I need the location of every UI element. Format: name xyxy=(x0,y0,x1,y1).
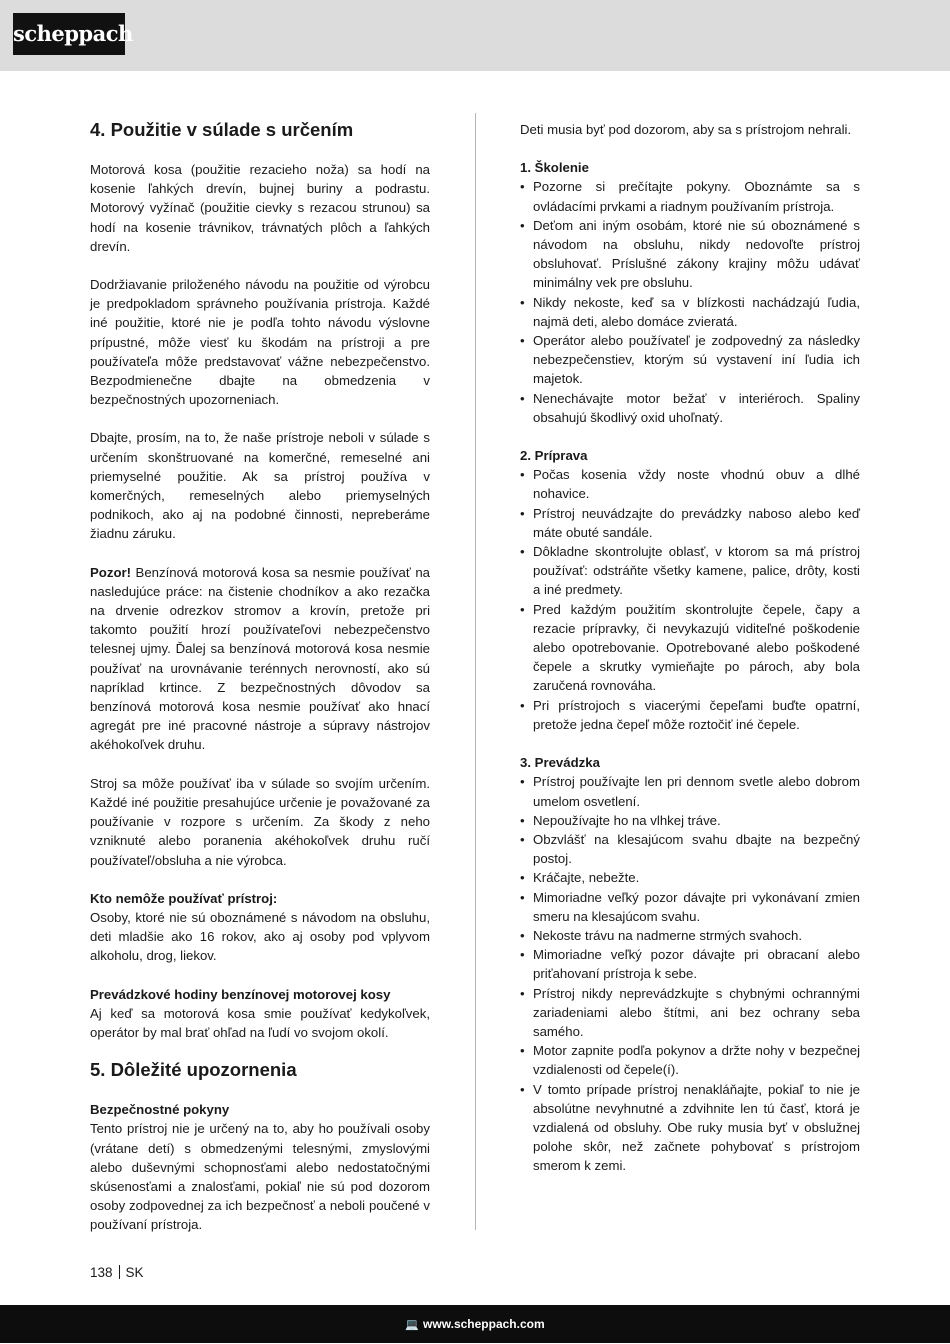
warning-text: Benzínová motorová kosa sa nesmie používať na nasledujúce práce: na čistenie chodníkov a ako rezačka na drvenie odrezkov stromov a krovín, pretože pri takomto použití hrozí používateľovi nebezpečenstvo telesnej ujmy. Ďalej sa benzínová motorová kosa nesmie používať na urovnávanie terénnych nerovností, ako sú napríklad krtince. Z bezpečnostných dôvodov sa benzínová motorová kosa nesmie používať ako hnací agregát pre iné pracovné nástroje a súpravy nástrojov akéhokoľvek druhu. xyxy=(90,564,430,753)
list-item: • Deťom ani iným osobám, ktoré nie sú oboznámené s návodom na obsluhu, nikdy nedovoľte prístroj obsluhovať. Príslušné zákony krajiny môžu udávať minimálny vek pre obsluhu. xyxy=(520,216,860,293)
paragraph: Stroj sa môže používať iba v súlade so svojím určením. Každé iné použitie presahujúce určenie je považované za používanie v rozpore s určením. Za škody z neho vzniknuté alebo poranenia akéhokoľvek druhu ručí používateľ/obsluha a nie výrobca. xyxy=(90,775,430,868)
list-item: • Obzvlášť na klesajúcom svahu dbajte na bezpečný postoj. xyxy=(520,830,860,868)
paragraph: Tento prístroj nie je určený na to, aby ho používali osoby (vrátane detí) s obmedzenými telesnými, zmyslovými alebo duševnými schopnosťami alebo nedostatočnými skúsenosťami a znalosťami, pokiaľ nie sú pod dozorom osoby zodpovednej za ich bezpečnosť a neboli poučené v používaní prístroja. xyxy=(90,1121,430,1233)
right-column xyxy=(520,120,860,1176)
list-item: • Motor zapnite podľa pokynov a držte nohy v bezpečnej vzdialenosti od čepele(í). xyxy=(520,1041,860,1079)
list-item: • Pozorne si prečítajte pokyny. Oboznámte sa s ovládacími prvkami a riadnym používaním prístroja. xyxy=(520,177,860,215)
list-item: • Pred každým použitím skontrolujte čepele, čapy a rezacie prípravky, či nevykazujú viditeľné poškodenie alebo opotrebovanie. Opotrebované alebo poškodené čepele a skrutky vymieňajte po pároch, aby bola zaručená rovnováha. xyxy=(520,600,860,696)
list-item: • Prístroj nikdy neprevádzkujte s chybnými ochrannými zariadeniami alebo štítmi, ani bez ochrany seba samého. xyxy=(520,984,860,1042)
website-link[interactable]: www.scheppach.com xyxy=(423,1317,545,1331)
footer-bar xyxy=(0,1305,950,1343)
preparation-list xyxy=(520,465,860,734)
paragraph: Dodržiavanie priloženého návodu na použitie od výrobcu je predpokladom správneho používania prístroja. Každé iné použitie, ktoré nie je podľa tohto návodu výslovne prípustné, môže viesť ku škodám na prístroji a pre používateľa môže predstavovať vážne nebezpečenstvo. Bezpodmienečne dbajte na obmedzenia v bezpečnostných upozorneniach. xyxy=(90,277,430,408)
list-item: • Dôkladne skontrolujte oblasť, v ktorom sa má prístroj používať: odstráňte všetky kamene, palice, drôty, kosti a iné predmety. xyxy=(520,542,860,600)
section-4-title: 4. Použitie v súlade s určením xyxy=(90,119,354,140)
list-item: • Nekoste trávu na nadmerne strmých svahoch. xyxy=(520,926,860,945)
subheading-who-may-not-use: Kto nemôže používať prístroj: xyxy=(90,890,278,906)
paragraph: Dbajte, prosím, na to, že naše prístroje neboli v súlade s určením skonštruované na komerčné, remeselné ani priemyselné použitie. Ak sa prístroj používa v komerčných, remeselných alebo priemyselných podnikoch, ako aj na podobné činnosti, nepreberáme žiadnu záruku. xyxy=(90,430,430,542)
computer-icon: 💻 xyxy=(405,1319,420,1331)
warning-lead: Pozor! xyxy=(90,564,132,580)
paragraph: Osoby, ktoré nie sú oboznámené s návodom na obsluhu, deti mladšie ako 16 rokov, ako aj osoby pod vplyvom alkoholu, drog, liekov. xyxy=(90,909,430,964)
list-item: • Mimoriadne veľký pozor dávajte pri vykonávaní zmien smeru na klesajúcom svahu. xyxy=(520,888,860,926)
language-code: SK xyxy=(125,1265,144,1280)
brand-logo: scheppach xyxy=(13,13,125,55)
list-item: • V tomto prípade prístroj nenakláňajte, pokiaľ to nie je absolútne nevyhnutné a zdvihnite len tú časť, ktorá je vzdialená od obsluhy. Obe ruky musia byť v obslužnej polohe skôr, než začnete pohybovať s prístrojom smerom k zemi. xyxy=(520,1080,860,1176)
subheading-operation: 3. Prevádzka xyxy=(520,755,600,771)
subheading-operating-hours: Prevádzkové hodiny benzínovej motorovej kosy xyxy=(90,986,391,1002)
subheading-safety-instructions: Bezpečnostné pokyny xyxy=(90,1102,230,1118)
list-item: • Prístroj používajte len pri dennom svetle alebo dobrom umelom osvetlení. xyxy=(520,772,860,810)
operation-list xyxy=(520,772,860,1175)
header-bar xyxy=(0,0,950,71)
list-item: • Nenechávajte motor bežať v interiéroch. Spaliny obsahujú škodlivý oxid uhoľnatý. xyxy=(520,389,860,427)
section-5-title: 5. Dôležité upozornenia xyxy=(90,1059,297,1081)
column-divider xyxy=(475,113,476,1230)
subheading-preparation: 2. Príprava xyxy=(520,448,588,464)
warning-paragraph xyxy=(90,563,430,755)
paragraph: Aj keď sa motorová kosa smie používať kedykoľvek, operátor by mal brať ohľad na ľudí vo svojom okolí. xyxy=(90,1005,430,1040)
subheading-training: 1. Školenie xyxy=(520,160,589,176)
page-number-value: 138 xyxy=(90,1265,113,1280)
page-number xyxy=(90,1265,144,1280)
training-list xyxy=(520,177,860,427)
list-item: • Mimoriadne veľký pozor dávajte pri obracaní alebo priťahovaní prístroja k sebe. xyxy=(520,945,860,983)
paragraph: Deti musia byť pod dozorom, aby sa s prístrojom nehrali. xyxy=(520,122,852,137)
page-separator xyxy=(119,1265,120,1279)
list-item: • Nikdy nekoste, keď sa v blízkosti nachádzajú ľudia, najmä deti, alebo domáce zvieratá. xyxy=(520,293,860,331)
list-item: • Počas kosenia vždy noste vhodnú obuv a dlhé nohavice. xyxy=(520,465,860,503)
list-item: • Operátor alebo používateľ je zodpovedný za následky nebezpečenstiev, ktorým sú vystavení iní ľudia ich majetok. xyxy=(520,331,860,389)
list-item: • Nepoužívajte ho na vlhkej tráve. xyxy=(520,811,860,830)
list-item: • Prístroj neuvádzajte do prevádzky naboso alebo keď máte obuté sandále. xyxy=(520,504,860,542)
left-column xyxy=(90,118,430,1235)
paragraph: Motorová kosa (použitie rezacieho noža) sa hodí na kosenie ľahkých drevín, bujnej buriny a podrastu. Motorový vyžínač (použitie cievky s rezacou strunou) sa hodí na kosenie trávnikov, trávnatých plôch a ľahkých drevín. xyxy=(90,162,430,254)
list-item: • Kráčajte, nebežte. xyxy=(520,868,860,887)
list-item: • Pri prístrojoch s viacerými čepeľami buďte opatrní, pretože jedna čepeľ môže roztočiť iné čepele. xyxy=(520,696,860,734)
